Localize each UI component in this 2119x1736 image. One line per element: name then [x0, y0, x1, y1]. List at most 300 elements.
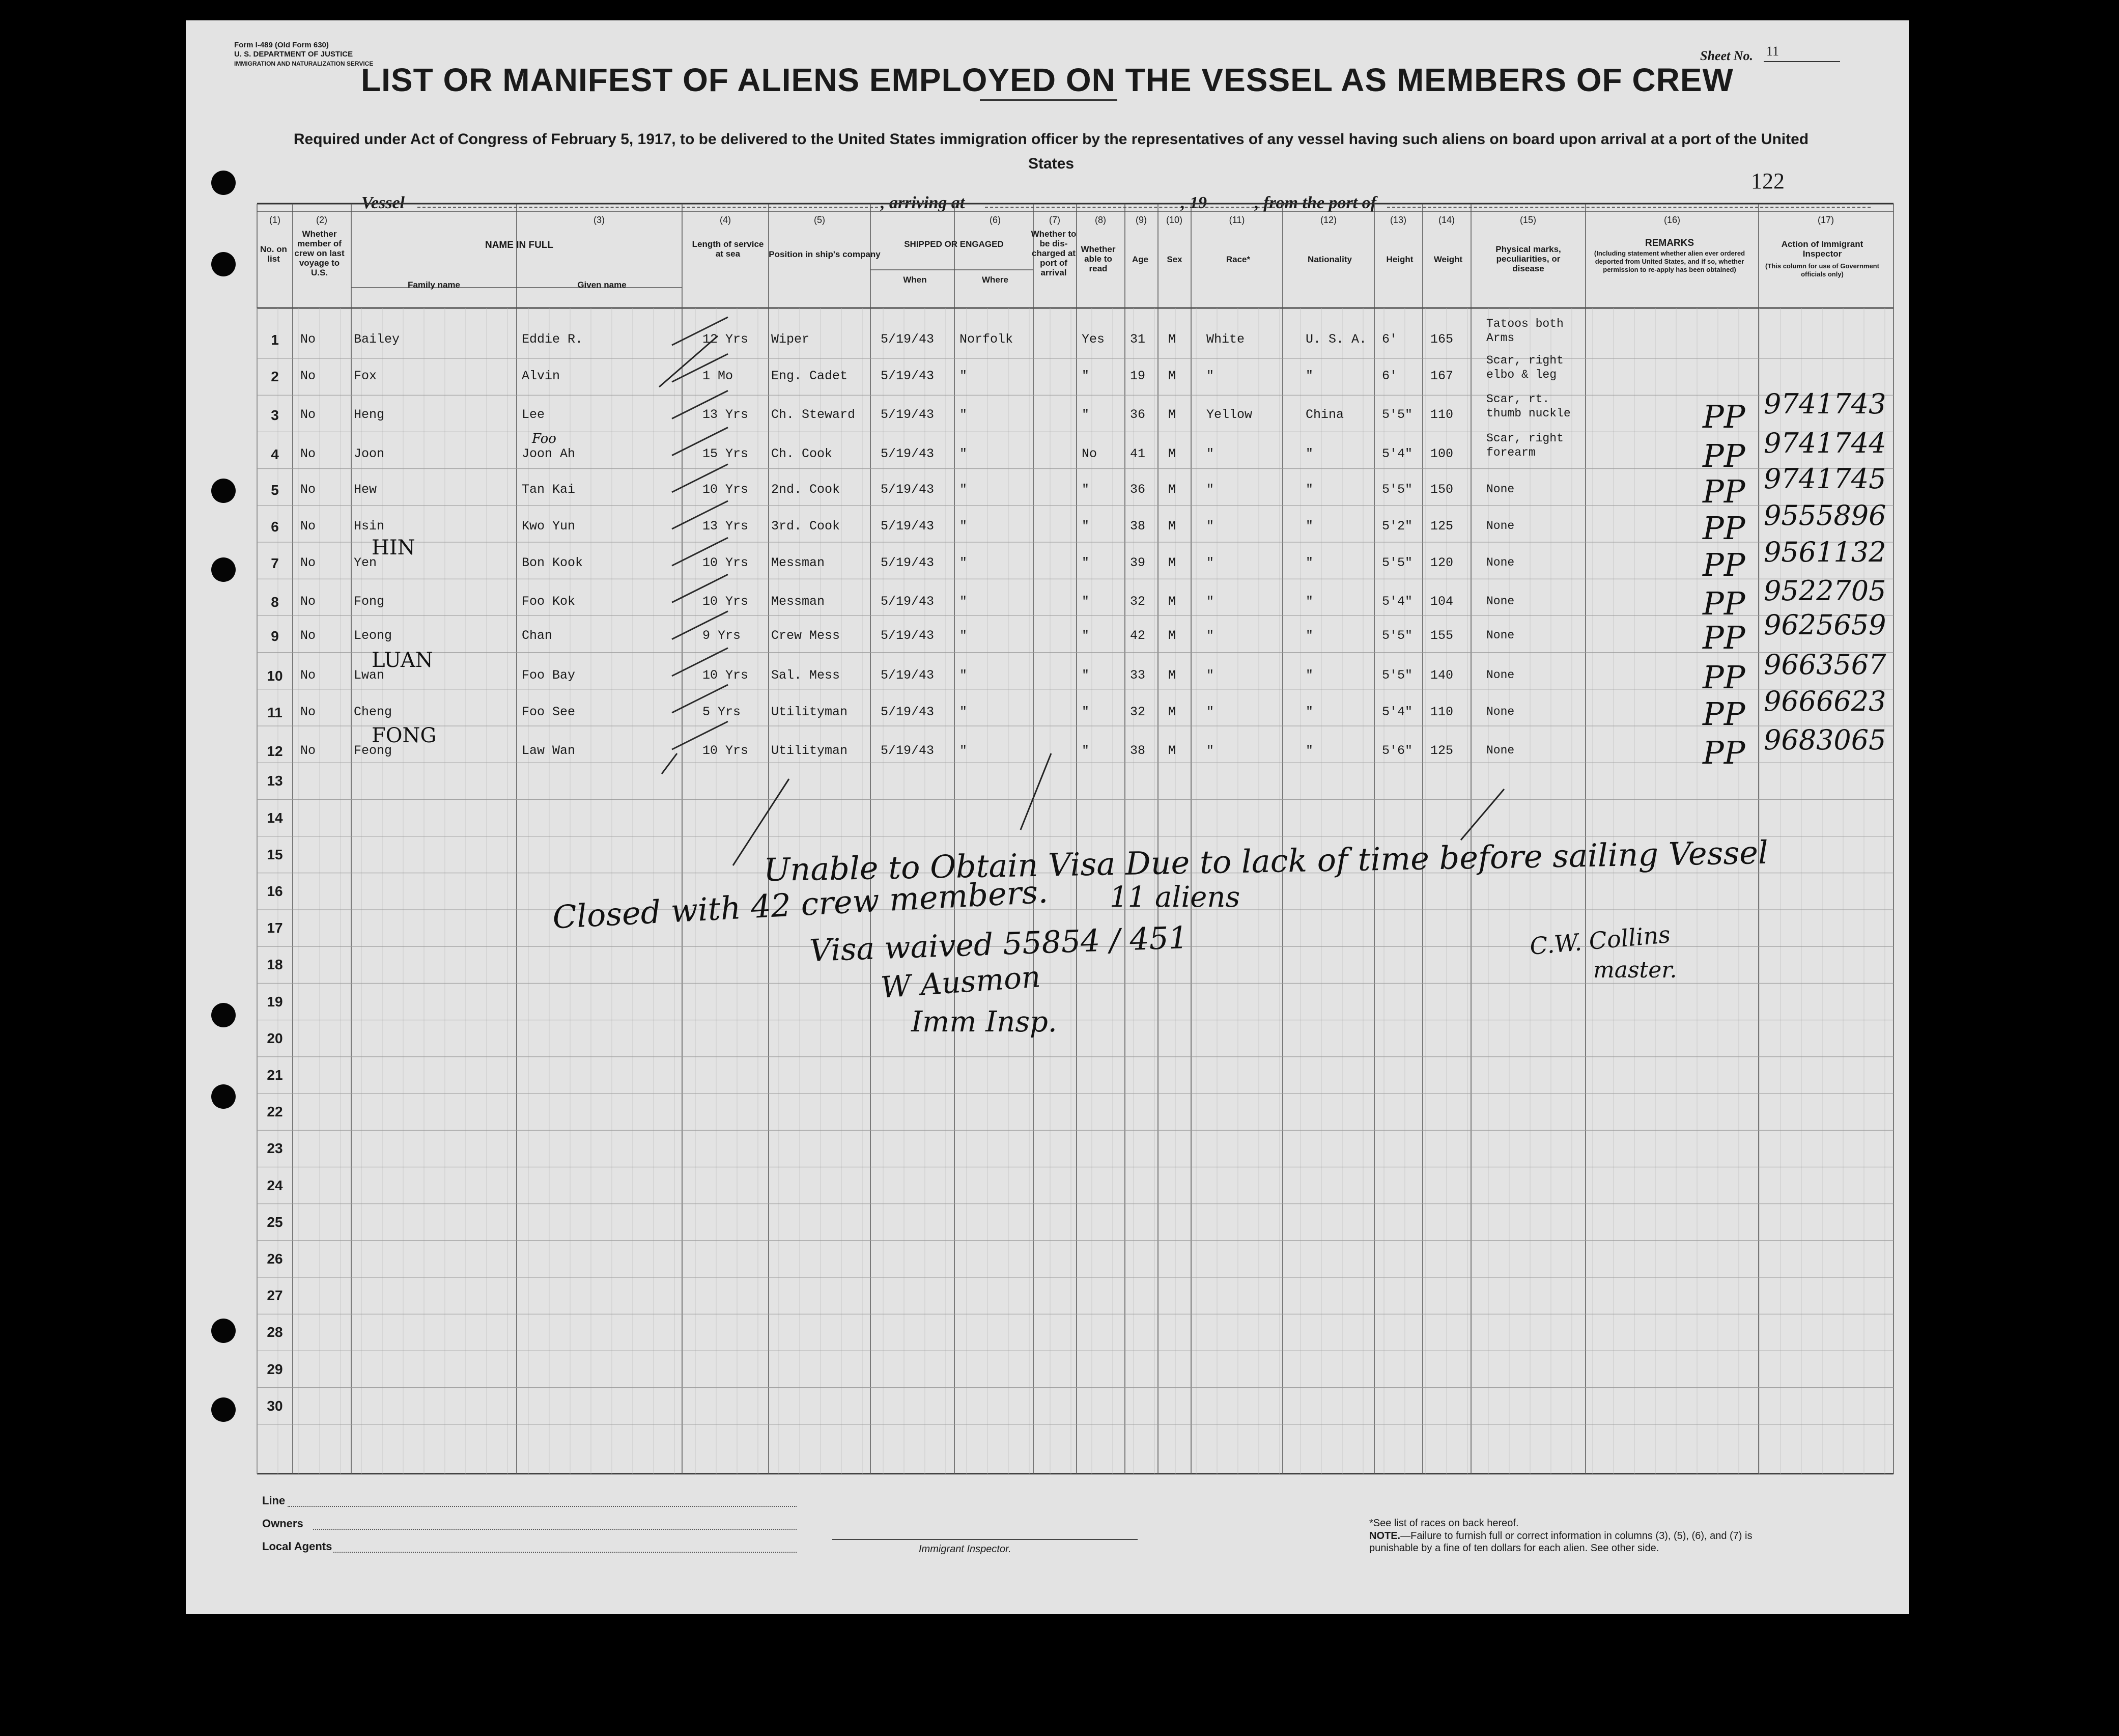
- column-number: (10): [1166, 215, 1182, 225]
- pp-mark: PP: [1703, 437, 1745, 474]
- pp-mark: PP: [1703, 398, 1745, 436]
- inspector-action-number: 9666623: [1764, 685, 1886, 717]
- binder-hole: [211, 1003, 236, 1027]
- column-number: (15): [1519, 215, 1536, 225]
- physical-marks-cell: Scar, rt. thumb nuckle: [1486, 393, 1571, 421]
- column-number: (5): [814, 215, 825, 225]
- shipped-where-cell: ": [959, 555, 968, 571]
- nationality-cell: ": [1306, 628, 1314, 643]
- row-number: 17: [267, 920, 283, 936]
- page-number: 122: [1751, 169, 1785, 193]
- column-number: (16): [1663, 215, 1680, 225]
- last-voyage-cell: No: [300, 555, 316, 571]
- shipped-when-cell: 5/19/43: [881, 482, 935, 497]
- service-name: IMMIGRATION AND NATURALIZATION SERVICE: [234, 60, 374, 67]
- shipped-when-cell: 5/19/43: [881, 332, 935, 347]
- age-cell: 38: [1130, 519, 1146, 534]
- last-voyage-cell: No: [300, 594, 316, 609]
- physical-marks-cell: None: [1486, 668, 1515, 682]
- weight-cell: 155: [1430, 628, 1454, 643]
- column-number: (6): [990, 215, 1001, 225]
- able-to-read-cell: No: [1082, 446, 1097, 461]
- family-name-correction: HIN: [372, 536, 415, 560]
- race-cell: White: [1206, 332, 1245, 347]
- footer-note-label: NOTE.: [1369, 1530, 1401, 1542]
- row-number: 29: [267, 1361, 283, 1377]
- service-length-cell: 10 Yrs: [702, 482, 749, 497]
- column-number: (7): [1049, 215, 1060, 225]
- height-cell: 5'4": [1382, 705, 1413, 719]
- nationality-cell: ": [1306, 667, 1314, 683]
- from-port-label: , from the port of: [1255, 193, 1376, 212]
- able-to-read-cell: ": [1082, 482, 1090, 497]
- position-cell: 2nd. Cook: [771, 482, 840, 497]
- family-name-cell: Yen: [354, 555, 377, 571]
- able-to-read-cell: ": [1082, 743, 1090, 759]
- given-name-cell: Eddie R.: [522, 332, 583, 347]
- family-name-cell: Bailey: [354, 332, 400, 347]
- family-name-cell: Fox: [354, 369, 377, 384]
- last-voyage-cell: No: [300, 482, 316, 497]
- header-position: Position in ship's company: [769, 249, 881, 259]
- able-to-read-cell: ": [1082, 519, 1090, 534]
- height-cell: 5'5": [1382, 555, 1413, 571]
- given-name-cell: Law Wan: [522, 743, 576, 759]
- weight-cell: 110: [1430, 705, 1454, 719]
- physical-marks-cell: None: [1486, 482, 1515, 496]
- pp-mark: PP: [1703, 472, 1745, 510]
- header-no-on-list: No. on list: [260, 244, 287, 264]
- physical-marks-cell: None: [1486, 705, 1515, 718]
- physical-marks-cell: None: [1486, 595, 1515, 608]
- page-title: LIST OR MANIFEST OF ALIENS EMPLOYED ON THE VESSEL AS MEMBERS OF CREW: [361, 62, 1734, 98]
- able-to-read-cell: ": [1082, 369, 1090, 384]
- able-to-read-cell: ": [1082, 594, 1090, 609]
- master-signature-title: master.: [1593, 957, 1677, 983]
- able-to-read-cell: ": [1082, 667, 1090, 683]
- shipped-when-cell: 5/19/43: [881, 446, 935, 461]
- column-number: (14): [1438, 215, 1455, 225]
- height-cell: 5'4": [1382, 446, 1413, 461]
- age-cell: 31: [1130, 332, 1146, 347]
- pp-mark: PP: [1703, 585, 1745, 623]
- service-length-cell: 13 Yrs: [702, 407, 749, 423]
- nationality-cell: ": [1306, 743, 1314, 759]
- able-to-read-cell: ": [1082, 705, 1090, 719]
- able-to-read-cell: Yes: [1082, 332, 1105, 347]
- header-sex: Sex: [1167, 255, 1182, 264]
- able-to-read-cell: ": [1082, 407, 1090, 423]
- header-family-name: Family name: [408, 280, 460, 290]
- position-cell: Utilityman: [771, 743, 848, 759]
- sex-cell: M: [1168, 482, 1176, 497]
- column-number: (13): [1390, 215, 1406, 225]
- service-length-cell: 1 Mo: [702, 369, 733, 384]
- row-number: 26: [267, 1251, 283, 1267]
- shipped-when-cell: 5/19/43: [881, 705, 935, 719]
- row-number: 6: [271, 519, 279, 535]
- family-name-cell: Heng: [354, 407, 385, 423]
- inspector-signature: W Ausmon: [880, 959, 1042, 1005]
- weight-cell: 120: [1430, 555, 1454, 571]
- header-race: Race*: [1226, 255, 1251, 264]
- shipped-where-cell: ": [959, 705, 968, 719]
- row-number: 21: [267, 1067, 283, 1083]
- age-cell: 42: [1130, 628, 1146, 643]
- last-voyage-cell: No: [300, 332, 316, 347]
- given-name-cell: Foo See: [522, 705, 576, 719]
- arriving-label: , arriving at: [881, 193, 965, 212]
- race-cell: ": [1206, 628, 1214, 643]
- nationality-cell: China: [1306, 407, 1344, 423]
- column-number: (12): [1320, 215, 1337, 225]
- header-remarks: REMARKS: [1645, 238, 1694, 248]
- row-number: 23: [267, 1140, 283, 1157]
- shipped-where-cell: ": [959, 743, 968, 759]
- physical-marks-cell: None: [1486, 628, 1515, 642]
- header-age: Age: [1132, 255, 1149, 264]
- service-length-cell: 9 Yrs: [702, 628, 741, 643]
- position-cell: Utilityman: [771, 705, 848, 719]
- sheet-number: 11: [1766, 44, 1779, 59]
- row-number: 12: [267, 743, 283, 760]
- weight-cell: 100: [1430, 446, 1454, 461]
- column-number: (2): [316, 215, 327, 225]
- inspector-action-number: 9741743: [1764, 388, 1886, 421]
- inspector-action-number: 9522705: [1764, 575, 1886, 607]
- family-name-cell: Hsin: [354, 519, 385, 534]
- row-number: 22: [267, 1104, 283, 1120]
- shipped-when-cell: 5/19/43: [881, 743, 935, 759]
- binder-hole: [211, 1397, 236, 1422]
- row-number: 8: [271, 594, 279, 610]
- sex-cell: M: [1168, 594, 1176, 609]
- row-number: 13: [267, 773, 283, 789]
- race-cell: ": [1206, 705, 1214, 719]
- row-number: 19: [267, 993, 283, 1010]
- pp-mark: PP: [1703, 510, 1745, 547]
- header-nationality: Nationality: [1308, 255, 1352, 264]
- last-voyage-cell: No: [300, 519, 316, 534]
- column-number: (11): [1229, 215, 1245, 225]
- sex-cell: M: [1168, 555, 1176, 571]
- given-name-cell: Tan Kai: [522, 482, 576, 497]
- header-action-sub: (This column for use of Government officials only): [1765, 262, 1879, 278]
- last-voyage-cell: No: [300, 628, 316, 643]
- manifest-sheet: [186, 20, 1909, 1614]
- row-number: 5: [271, 482, 279, 498]
- given-name-cell: Kwo Yun: [522, 519, 576, 534]
- weight-cell: 167: [1430, 369, 1454, 384]
- row-number: 15: [267, 846, 283, 862]
- race-cell: ": [1206, 594, 1214, 609]
- inspector-signature-title: Imm Insp.: [911, 1005, 1057, 1039]
- row-number: 30: [267, 1397, 283, 1414]
- weight-cell: 165: [1430, 332, 1454, 347]
- footer-note-text: —Failure to furnish full or correct information in columns (3), (5), (6), and (7) is punishable by a fine of ten dollars for each alien. See other side.: [1369, 1530, 1753, 1554]
- shipped-when-cell: 5/19/43: [881, 667, 935, 683]
- given-name-cell: Chan: [522, 628, 553, 643]
- footer-agents-blank: [333, 1552, 797, 1553]
- binder-hole: [211, 557, 236, 582]
- vessel-label: Vessel: [361, 193, 405, 212]
- nationality-cell: ": [1306, 705, 1314, 719]
- inspector-action-number: 9625659: [1764, 608, 1886, 641]
- height-cell: 6': [1382, 332, 1398, 347]
- shipped-where-cell: Norfolk: [959, 332, 1013, 347]
- able-to-read-cell: ": [1082, 628, 1090, 643]
- position-cell: Messman: [771, 594, 825, 609]
- header-name-in-full: NAME IN FULL: [485, 240, 554, 250]
- column-number: (8): [1095, 215, 1106, 225]
- header-shipped: SHIPPED OR ENGAGED: [904, 239, 1004, 249]
- binder-hole: [211, 252, 236, 276]
- row-number: 18: [267, 957, 283, 973]
- weight-cell: 125: [1430, 519, 1454, 534]
- handwritten-note-line1: Unable to Obtain Visa Due to lack of time before sailing Vessel: [763, 833, 1769, 889]
- height-cell: 6': [1382, 369, 1398, 384]
- inspector-action-number: 9683065: [1764, 724, 1886, 757]
- shipped-when-cell: 5/19/43: [881, 519, 935, 534]
- sex-cell: M: [1168, 407, 1176, 423]
- row-number: 20: [267, 1030, 283, 1046]
- shipped-where-cell: ": [959, 369, 968, 384]
- row-number: 2: [271, 369, 279, 385]
- shipped-where-cell: ": [959, 628, 968, 643]
- footer-owners-blank: [313, 1529, 797, 1530]
- footer-inspector-label: Immigrant Inspector.: [919, 1544, 1011, 1555]
- shipped-where-cell: ": [959, 519, 968, 534]
- family-name-cell: Leong: [354, 628, 392, 643]
- race-cell: ": [1206, 446, 1214, 461]
- handwritten-stroke: [1021, 753, 1504, 840]
- age-cell: 39: [1130, 555, 1146, 571]
- position-cell: Wiper: [771, 332, 810, 347]
- nationality-cell: ": [1306, 446, 1314, 461]
- family-name-cell: Fong: [354, 594, 385, 609]
- handwritten-note-aliens: 11 aliens: [1110, 881, 1240, 914]
- sex-cell: M: [1168, 743, 1176, 759]
- row-number: 24: [267, 1177, 283, 1193]
- row-number: 9: [271, 628, 279, 644]
- row-number: 4: [271, 446, 279, 462]
- age-cell: 38: [1130, 743, 1146, 759]
- pp-mark: PP: [1703, 619, 1745, 656]
- department-name: U. S. DEPARTMENT OF JUSTICE: [234, 50, 353, 59]
- last-voyage-cell: No: [300, 369, 316, 384]
- header-able-read: Whether able to read: [1081, 244, 1116, 273]
- position-cell: Eng. Cadet: [771, 369, 848, 384]
- race-cell: ": [1206, 743, 1214, 759]
- footer-agents-label: Local Agents: [262, 1540, 332, 1553]
- sex-cell: M: [1168, 519, 1176, 534]
- inspector-action-number: 9741744: [1764, 427, 1886, 459]
- age-cell: 33: [1130, 667, 1146, 683]
- given-name-cell: Foo Bay: [522, 667, 576, 683]
- shipped-when-cell: 5/19/43: [881, 407, 935, 423]
- height-cell: 5'6": [1382, 743, 1413, 759]
- shipped-where-cell: ": [959, 594, 968, 609]
- height-cell: 5'5": [1382, 407, 1413, 423]
- sex-cell: M: [1168, 369, 1176, 384]
- last-voyage-cell: No: [300, 705, 316, 719]
- nationality-cell: ": [1306, 369, 1314, 384]
- inspector-action-number: 9561132: [1764, 536, 1886, 569]
- nationality-cell: ": [1306, 519, 1314, 534]
- header-height: Height: [1386, 255, 1414, 264]
- position-cell: Crew Mess: [771, 628, 840, 643]
- header-weight: Weight: [1433, 255, 1463, 264]
- handwritten-note-line2: Closed with 42 crew members.: [551, 873, 1049, 936]
- given-name-cell: Alvin: [522, 369, 560, 384]
- header-where: Where: [982, 275, 1008, 285]
- pp-mark: PP: [1703, 658, 1745, 696]
- age-cell: 36: [1130, 407, 1146, 423]
- master-signature: C.W. Collins: [1529, 920, 1672, 960]
- binder-hole: [211, 171, 236, 195]
- family-name-correction: LUAN: [372, 648, 433, 672]
- physical-marks-cell: Tatoos both Arms: [1486, 317, 1564, 345]
- race-cell: ": [1206, 369, 1214, 384]
- sex-cell: M: [1168, 628, 1176, 643]
- family-name-cell: Hew: [354, 482, 377, 497]
- physical-marks-cell: Scar, right forearm: [1486, 431, 1564, 459]
- physical-marks-cell: Scar, right elbo & leg: [1486, 354, 1564, 382]
- shipped-when-cell: 5/19/43: [881, 594, 935, 609]
- sex-cell: M: [1168, 446, 1176, 461]
- inspector-action-number: 9741745: [1764, 462, 1886, 495]
- row-number: 7: [271, 555, 279, 572]
- given-name-cell: Lee: [522, 407, 545, 423]
- service-length-cell: 10 Yrs: [702, 667, 749, 683]
- position-cell: Sal. Mess: [771, 667, 840, 683]
- family-name-cell: Cheng: [354, 705, 392, 719]
- shipped-where-cell: ": [959, 407, 968, 423]
- nationality-cell: ": [1306, 482, 1314, 497]
- weight-cell: 140: [1430, 667, 1454, 683]
- nationality-cell: U. S. A.: [1306, 332, 1367, 347]
- weight-cell: 125: [1430, 743, 1454, 759]
- header-action: Action of Immigrant Inspector: [1781, 239, 1863, 259]
- position-cell: Messman: [771, 555, 825, 571]
- service-length-cell: 10 Yrs: [702, 743, 749, 759]
- race-cell: ": [1206, 667, 1214, 683]
- height-cell: 5'4": [1382, 594, 1413, 609]
- shipped-where-cell: ": [959, 446, 968, 461]
- age-cell: 36: [1130, 482, 1146, 497]
- column-number: (17): [1817, 215, 1834, 225]
- able-to-read-cell: ": [1082, 555, 1090, 571]
- row-number: 14: [267, 809, 283, 826]
- sex-cell: M: [1168, 667, 1176, 683]
- weight-cell: 104: [1430, 594, 1454, 609]
- race-cell: ": [1206, 555, 1214, 571]
- binder-hole: [211, 1319, 236, 1343]
- row-number: 10: [267, 667, 283, 684]
- footer-owners-label: Owners: [262, 1517, 303, 1530]
- row-number: 1: [271, 332, 279, 348]
- binder-hole: [211, 1084, 236, 1109]
- footer-line-blank: [288, 1506, 797, 1507]
- physical-marks-cell: None: [1486, 744, 1515, 758]
- age-cell: 19: [1130, 369, 1146, 384]
- given-name-cell: Bon Kook: [522, 555, 583, 571]
- pp-mark: PP: [1703, 734, 1745, 772]
- race-cell: ": [1206, 519, 1214, 534]
- header-physical: Physical marks, peculiarities, or disease: [1495, 244, 1561, 273]
- header-when: When: [903, 275, 927, 285]
- position-cell: 3rd. Cook: [771, 519, 840, 534]
- page-subtitle: Required under Act of Congress of February 5, 1917, to be delivered to the United States immigration officer by the representatives of any vessel having such aliens on board upon arrival at a port of the United States: [293, 131, 1809, 172]
- last-voyage-cell: No: [300, 446, 316, 461]
- family-name-cell: Feong: [354, 743, 392, 759]
- footer-line-label: Line: [262, 1494, 286, 1507]
- last-voyage-cell: No: [300, 667, 316, 683]
- height-cell: 5'5": [1382, 628, 1413, 643]
- position-cell: Ch. Cook: [771, 446, 833, 461]
- row-number: 16: [267, 883, 283, 899]
- service-length-cell: 10 Yrs: [702, 555, 749, 571]
- height-cell: 5'2": [1382, 519, 1413, 534]
- nationality-cell: ": [1306, 594, 1314, 609]
- row-number: 28: [267, 1324, 283, 1340]
- last-voyage-cell: No: [300, 407, 316, 423]
- sheet-label: Sheet No.: [1700, 48, 1753, 63]
- pp-mark: PP: [1703, 546, 1745, 584]
- given-name-correction: Foo: [532, 431, 556, 446]
- weight-cell: 110: [1430, 407, 1454, 423]
- age-cell: 32: [1130, 594, 1146, 609]
- last-voyage-cell: No: [300, 743, 316, 759]
- shipped-when-cell: 5/19/43: [881, 628, 935, 643]
- given-name-cell: Joon Ah: [522, 446, 576, 461]
- service-length-cell: 10 Yrs: [702, 594, 749, 609]
- shipped-where-cell: ": [959, 667, 968, 683]
- column-number: (9): [1136, 215, 1147, 225]
- row-number: 27: [267, 1287, 283, 1304]
- height-cell: 5'5": [1382, 667, 1413, 683]
- footer-races-note: *See list of races on back hereof.: [1369, 1518, 1519, 1529]
- footer-note: [1369, 1530, 1776, 1554]
- inspector-action-number: 9555896: [1764, 499, 1886, 531]
- shipped-where-cell: ": [959, 482, 968, 497]
- position-cell: Ch. Steward: [771, 407, 856, 423]
- header-given-name: Given name: [577, 280, 627, 290]
- service-length-cell: 5 Yrs: [702, 705, 741, 719]
- form-id: Form I-489 (Old Form 630): [234, 41, 329, 49]
- family-name-cell: Lwan: [354, 667, 385, 683]
- height-cell: 5'5": [1382, 482, 1413, 497]
- shipped-when-cell: 5/19/43: [881, 369, 935, 384]
- service-length-cell: 13 Yrs: [702, 519, 749, 534]
- column-number: (3): [594, 215, 605, 225]
- race-cell: Yellow: [1206, 407, 1253, 423]
- family-name-cell: Joon: [354, 446, 385, 461]
- header-remarks-sub: (Including statement whether alien ever ordered deported from United States, and if so, whether permission to re-apply has been obtained): [1594, 249, 1745, 273]
- race-cell: ": [1206, 482, 1214, 497]
- column-number: (1): [269, 215, 280, 225]
- age-cell: 32: [1130, 705, 1146, 719]
- service-length-cell: 15 Yrs: [702, 446, 749, 461]
- header-discharged: Whether to be dis-charged at port of arrival: [1031, 229, 1077, 277]
- service-length-cell: 12 Yrs: [702, 332, 749, 347]
- column-number: (4): [720, 215, 731, 225]
- sex-cell: M: [1168, 332, 1176, 347]
- inspector-action-number: 9663567: [1764, 648, 1886, 681]
- given-name-cell: Foo Kok: [522, 594, 576, 609]
- physical-marks-cell: None: [1486, 556, 1515, 570]
- row-number: 25: [267, 1214, 283, 1230]
